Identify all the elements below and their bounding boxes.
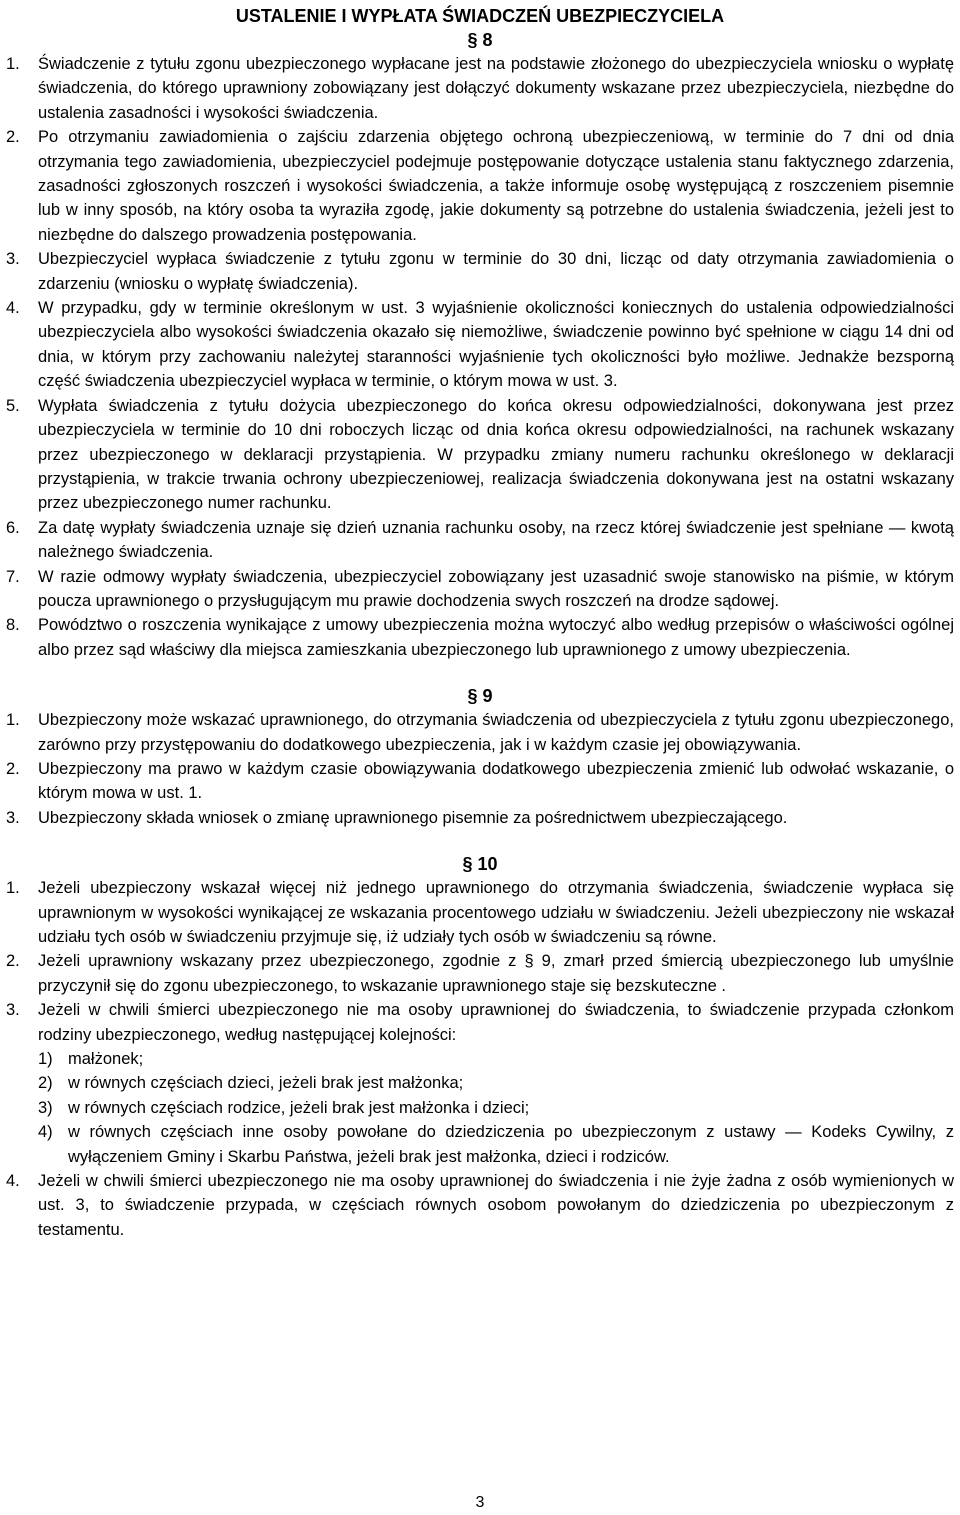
section-heading: § 8 [467,30,493,50]
section-gap [6,830,954,852]
list-subitem [6,1071,954,1095]
item-number: 3. [6,808,20,827]
item-number: 4. [6,299,20,318]
item-text: W razie odmowy wypłaty świadczenia, ubezpieczyciel zobowiązany jest uzasadnić swoje stanowisko na piśmie, w którym poucza uprawnionego o przysługującym mu prawie dochodzenia swych roszczeń na drodze sądowej. [38,567,954,610]
section-heading: § 10 [462,854,498,875]
item-text: w równych częściach inne osoby powołane do dziedziczenia po ubezpieczonym z ustawy — Kodeks Cywilny, z wyłączeniem Gminy i Skarbu Państwa, jeżeli brak jest małżonka, dzieci i rodziców. [68,1123,954,1166]
item-text: Jeżeli ubezpieczony wskazał więcej niż jednego uprawnionego do otrzymania świadczenia, świadczenie wypłaca się uprawnionym w wysokości wynikającej ze wskazania procentowego udziału w świadczeniu. Jeżeli ubezpieczony nie wskazał udziału tych osób w świadczeniu przyjmuje się, iż udziały tych osób w świadczeniu są równe. [38,879,954,946]
list-item [6,296,954,394]
item-number: 5. [6,396,20,415]
list-item [6,806,954,830]
list-item [6,125,954,247]
item-text: Ubezpieczony może wskazać uprawnionego, do otrzymania świadczenia od ubezpieczyciela z tytułu zgonu ubezpieczonego, zarówno przy przystępowaniu do dodatkowego ubezpieczenia, jak i w każdym czasie jej obowiązywania. [38,711,954,754]
item-text: Ubezpieczony ma prawo w każdym czasie obowiązywania dodatkowego ubezpieczenia zmienić lub odwołać wskazanie, o którym mowa w ust. 1. [38,759,954,803]
item-number: 1. [6,55,20,73]
document-title: USTALENIE I WYPŁATA ŚWIADCZEŃ UBEZPIECZYCIELA [235,6,725,26]
item-number: 1. [6,879,20,898]
item-number: 2. [6,759,20,778]
list-item [6,247,954,296]
item-text: Za datę wypłaty świadczenia uznaje się dzień uznania rachunku osoby, na rzecz której świadczenie jest spełniane — kwotą należnego świadczenia. [38,518,954,562]
list-item [6,565,954,614]
item-text: Ubezpieczony składa wniosek o zmianę uprawnionego pisemnie za pośrednictwem ubezpieczającego. [38,808,788,827]
list-item [6,613,954,662]
item-number: 2. [6,952,20,971]
list-subitem [6,1120,954,1169]
page-number: 3 [475,1494,485,1511]
item-text: Wypłata świadczenia z tytułu dożycia ubezpieczonego do końca okresu odpowiedzialności, dokonywana jest przez ubezpieczyciela w terminie do 10 dni roboczych licząc od dnia końca okresu odpowiedzialności, na rachunek wskazany przez ubezpieczonego w deklaracji przystąpienia. W przypadku zmiany numeru rachunku określonego w deklaracji przystąpienia, w trakcie trwania ochrony ubezpieczeniowej, realizacja świadczenia dokonywana jest na ostatni wskazany przez ubezpieczonego numer rachunku. [38,396,954,513]
item-number: 8. [6,616,20,635]
item-text: Jeżeli uprawniony wskazany przez ubezpieczonego, zgodnie z § 9, zmarł przed śmiercią ubezpieczonego lub umyślnie przyczynił się do zgonu ubezpieczonego, to wskazanie uprawnionego staje się bezskuteczne . [38,952,954,995]
list-item [6,949,954,998]
item-text: Po otrzymaniu zawiadomienia o zajściu zdarzenia objętego ochroną ubezpieczeniową, w terminie do 7 dni od dnia otrzymania tego zawiadomienia, ubezpieczyciel podejmuje postępowanie dotyczące ustalenia stanu faktycznego zdarzenia, zasadności zgłoszonych roszczeń i wysokości świadczenia, a także informuje osobę występującą z roszczeniem pisemnie lub w inny sposób, na który osoba ta wyraziła zgodę, jakie dokumenty są potrzebne do ustalenia świadczenia, jeżeli jest to niezbędne do dalszego prowadzenia postępowania. [38,128,954,244]
item-number: 7. [6,567,20,586]
list-item [6,52,954,125]
item-text: Świadczenie z tytułu zgonu ubezpieczonego wypłacane jest na podstawie złożonego do ubezpieczyciela wniosku o wypłatę świadczenia, do którego uprawniony zobowiązany jest dołączyć dokumenty wskazane przez ubezpieczyciela, niezbędne do ustalenia zasadności i wysokości świadczenia. [38,55,954,122]
list-item [6,998,954,1047]
list-subitem [6,1096,954,1120]
item-text: małżonek; [68,1050,144,1069]
item-number: 2) [38,1074,53,1093]
item-number: 4) [38,1123,53,1142]
item-number: 1. [6,711,20,730]
item-text: Jeżeli w chwili śmierci ubezpieczonego nie ma osoby uprawnionej do świadczenia, to świadczenie przypada członkom rodziny ubezpieczonego, według następującej kolejności: [38,1001,954,1044]
list-item [6,708,954,757]
item-number: 2. [6,128,20,147]
item-number: 3. [6,1001,20,1020]
list-item [6,1169,954,1242]
list-item [6,516,954,565]
item-text: Powództwo o roszczenia wynikające z umowy ubezpieczenia można wytoczyć albo według przepisów o właściwości ogólnej albo przez sąd właściwy dla miejsca zamieszkania ubezpieczonego lub uprawnionego z umowy ubezpieczenia. [38,616,954,659]
document-page [6,4,954,1242]
list-item [6,876,954,949]
sections-container [6,28,954,1242]
item-number: 3) [38,1098,53,1117]
item-number: 4. [6,1172,20,1191]
list-subitem [6,1047,954,1071]
item-number: 6. [6,518,20,537]
item-text: w równych częściach dzieci, jeżeli brak jest małżonka; [68,1074,464,1093]
item-text: w równych częściach rodzice, jeżeli brak jest małżonka i dzieci; [68,1098,530,1117]
item-number: 3. [6,250,20,269]
item-number: 1) [38,1050,53,1069]
item-text: Ubezpieczyciel wypłaca świadczenie z tytułu zgonu w terminie do 30 dni, licząc od daty otrzymania zawiadomienia o zdarzeniu (wniosku o wypłatę świadczenia). [38,250,954,293]
section-gap [6,662,954,684]
section-heading: § 9 [467,686,493,707]
list-item [6,757,954,806]
item-text: Jeżeli w chwili śmierci ubezpieczonego nie ma osoby uprawnionej do świadczenia i nie żyje żadna z osób wymienionych w ust. 3, to świadczenie przypada, w częściach równych osobom powołanym do dziedziczenia po ubezpieczonym z testamentu. [38,1172,954,1239]
item-text: W przypadku, gdy w terminie określonym w ust. 3 wyjaśnienie okoliczności koniecznych do ustalenia odpowiedzialności ubezpieczyciela albo wysokości świadczenia okazało się niemożliwe, świadczenie powinno być spełnione w ciągu 14 dni od dnia, w którym przy zachowaniu należytej staranności wyjaśnienie tych okoliczności było możliwe. Jednakże bezsporną część świadczenia ubezpieczyciel wypłaca w terminie, o którym mowa w ust. 3. [38,299,954,391]
list-item [6,394,954,516]
